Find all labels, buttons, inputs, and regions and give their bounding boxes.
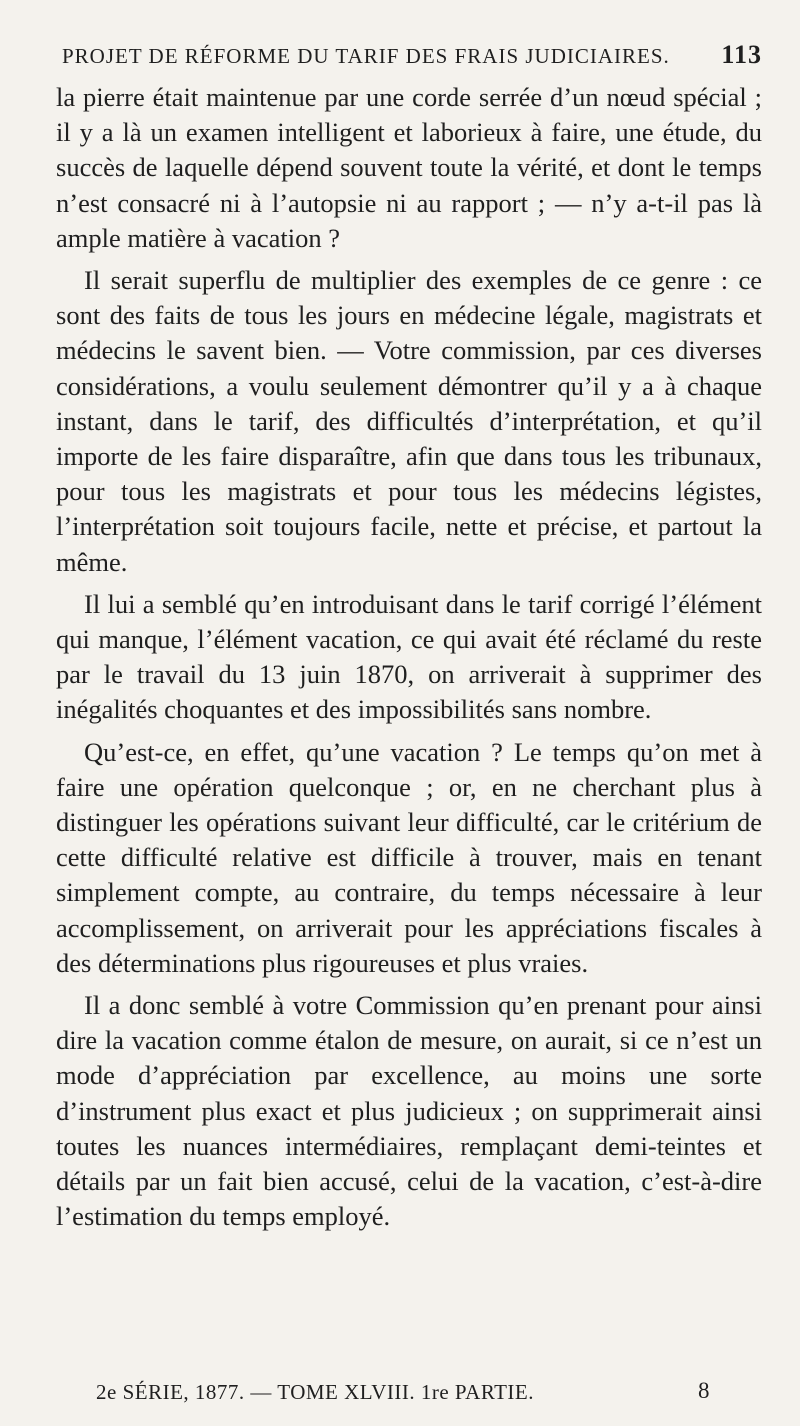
signature-mark: 8 [698,1378,710,1403]
paragraph-3: Il lui a semblé qu’en introduisant dans le tarif corrigé l’élément qui manque, l’élément vacation, ce qui avait été réclamé du reste par le travail du 13 juin 1870, on arriverait à supprimer des inégalités choquantes et des impossibilités sans nombre. [56,588,762,725]
running-title: PROJET DE RÉFORME DU TARIF DES FRAIS JUDICIAIRES. [62,44,670,68]
page-number: 113 [721,40,762,69]
body-text [56,80,762,1235]
running-head [56,36,762,80]
paragraph-1: la pierre était maintenue par une corde serrée d’un nœud spécial ; il y a là un examen intelligent et laborieux à faire, une étude, du succès de laquelle dépend souvent toute la vérité, et dont le temps n’est consacré ni à l’autopsie ni au rapport ; — n’y a-t-il pas là ample matière à vacation ? [56,82,762,253]
page-footer [96,1380,762,1405]
paragraph-5: Il a donc semblé à votre Commission qu’en prenant pour ainsi dire la vacation comme étalon de mesure, on aurait, si ce n’est un mode d’appréciation par excellence, au moins une sorte d’instrument plus exact et plus judicieux ; on supprimerait ainsi toutes les nuances intermédiaires, remplaçant demi-teintes et détails par un fait bien accusé, celui de la vacation, c’est-à-dire l’estimation du temps employé. [56,990,762,1232]
paragraph-4: Qu’est-ce, en effet, qu’une vacation ? Le temps qu’on met à faire une opération quelconque ; or, en ne cherchant plus à distinguer les opérations suivant leur difficulté, car le critérium de cette difficulté relative est difficile à trouver, mais en tenant simplement compte, au contraire, du temps nécessaire à leur accomplissement, on arriverait pour les appréciations fiscales à des déterminations plus rigoureuses et plus vraies. [56,736,762,978]
paragraph-2: Il serait superflu de multiplier des exemples de ce genre : ce sont des faits de tous les jours en médecine légale, magistrats et médecins le savent bien. — Votre commission, par ces diverses considérations, a voulu seulement démontrer qu’il y a à chaque instant, dans le tarif, des difficultés d’interprétation, et qu’il importe de les faire disparaître, afin que dans tous les tribunaux, pour tous les magistrats et pour tous les médecins légistes, l’interprétation soit toujours facile, nette et précise, et partout la même. [56,265,762,577]
series-line: 2e SÉRIE, 1877. — TOME XLVIII. 1re PARTIE. [96,1380,534,1404]
